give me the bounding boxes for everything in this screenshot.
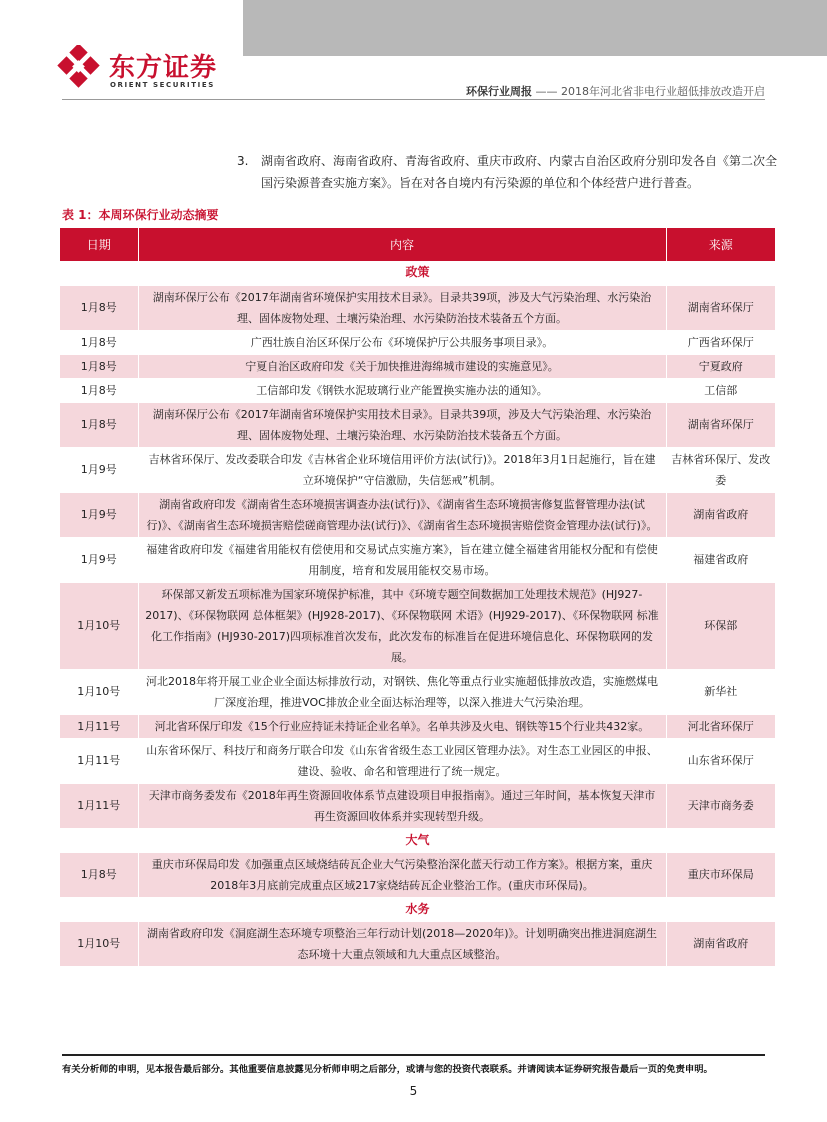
cell-date: 1月9号 — [60, 492, 138, 537]
page-number: 5 — [409, 1084, 418, 1098]
table-row — [60, 354, 775, 378]
table-row — [60, 783, 775, 828]
header-gray-block — [243, 0, 827, 56]
table-row — [60, 330, 775, 354]
cell-date: 1月8号 — [60, 402, 138, 447]
intro-number: 3. — [237, 154, 249, 168]
cell-date: 1月9号 — [60, 447, 138, 492]
cell-content: 河北省环保厅印发《15个行业应持证未持证企业名单》。名单共涉及火电、钢铁等15个行业共432家。 — [138, 714, 666, 738]
cell-date: 1月11号 — [60, 714, 138, 738]
cell-date: 1月10号 — [60, 582, 138, 669]
cell-source: 河北省环保厅 — [666, 714, 775, 738]
table-row — [60, 714, 775, 738]
cell-date: 1月8号 — [60, 852, 138, 897]
logo-english-name: ORIENT SECURITIES — [110, 81, 215, 89]
logo-chinese-name: 东方证券 — [109, 53, 218, 83]
header-separator: —— — [535, 85, 558, 98]
section-header-row — [60, 261, 775, 285]
industry-news-table — [60, 228, 775, 967]
cell-content: 河北2018年将开展工业企业全面达标排放行动，对钢铁、焦化等重点行业实施超低排放改造，实施燃煤电厂深度治理，推进VOC排放企业全面达标治理等，以深入推进大气污染治理。 — [138, 669, 666, 714]
table-row — [60, 447, 775, 492]
cell-source: 湖南省政府 — [666, 492, 775, 537]
cell-source: 宁夏政府 — [666, 354, 775, 378]
cell-content: 山东省环保厅、科技厅和商务厅联合印发《山东省省级生态工业园区管理办法》。对生态工业园区的申报、建设、验收、命名和管理进行了统一规定。 — [138, 738, 666, 783]
cell-source: 吉林省环保厅、发改委 — [666, 447, 775, 492]
footer-divider — [62, 1054, 765, 1056]
cell-date: 1月11号 — [60, 783, 138, 828]
cell-content: 福建省政府印发《福建省用能权有偿使用和交易试点实施方案》，旨在建立健全福建省用能权分配和有偿使用制度，培育和发展用能权交易市场。 — [138, 537, 666, 582]
column-header-source: 来源 — [666, 228, 775, 261]
cell-source: 湖南省政府 — [666, 921, 775, 966]
table-row — [60, 537, 775, 582]
cell-date: 1月9号 — [60, 537, 138, 582]
section-header-row — [60, 897, 775, 921]
cell-source: 新华社 — [666, 669, 775, 714]
section-title: 大气 — [60, 828, 775, 852]
cell-content: 湖南环保厅公布《2017年湖南省环境保护实用技术目录》。目录共39项，涉及大气污染治理、水污染治理、固体废物处理、土壤污染治理、水污染防治技术装备五个方面。 — [138, 285, 666, 330]
table-row — [60, 738, 775, 783]
intro-text: 湖南省政府、海南省政府、青海省政府、重庆市政府、内蒙古自治区政府分别印发各自《第二次全国污染源普查实施方案》。旨在对各自境内有污染源的单位和个体经营户进行普查。 — [261, 154, 778, 190]
cell-content: 吉林省环保厅、发改委联合印发《吉林省企业环境信用评价方法(试行)》。2018年3月1日起施行，旨在建立环境保护“守信激励，失信惩戒”机制。 — [138, 447, 666, 492]
orient-logo-icon — [57, 45, 103, 91]
cell-source: 环保部 — [666, 582, 775, 669]
cell-content: 湖南省政府印发《洞庭湖生态环境专项整治三年行动计划(2018—2020年)》。计划明确突出推进洞庭湖生态环境十大重点领域和九大重点区域整治。 — [138, 921, 666, 966]
cell-source: 重庆市环保局 — [666, 852, 775, 897]
table-header-row — [60, 228, 775, 261]
cell-source: 工信部 — [666, 378, 775, 402]
cell-source: 广西省环保厅 — [666, 330, 775, 354]
company-logo — [57, 45, 227, 95]
header-divider — [62, 99, 765, 100]
table-title: 表 1：本周环保行业动态摘要 — [62, 208, 219, 222]
cell-date: 1月10号 — [60, 669, 138, 714]
table-row — [60, 402, 775, 447]
cell-content: 湖南环保厅公布《2017年湖南省环境保护实用技术目录》。目录共39项，涉及大气污染治理、水污染治理、固体废物处理、土壤污染治理、水污染防治技术装备五个方面。 — [138, 402, 666, 447]
cell-content: 宁夏自治区政府印发《关于加快推进海绵城市建设的实施意见》。 — [138, 354, 666, 378]
cell-source: 山东省环保厅 — [666, 738, 775, 783]
report-subtitle: 2018年河北省非电行业超低排放改造开启 — [561, 85, 765, 98]
section-title: 水务 — [60, 897, 775, 921]
report-name: 环保行业周报 — [466, 85, 532, 98]
table-row — [60, 378, 775, 402]
cell-date: 1月8号 — [60, 378, 138, 402]
footer-disclaimer: 有关分析师的申明，见本报告最后部分。其他重要信息披露见分析师申明之后部分，或请与您的投资代表联系。并请阅读本证券研究报告最后一页的免责申明。 — [62, 1064, 713, 1075]
cell-date: 1月8号 — [60, 285, 138, 330]
table-row — [60, 669, 775, 714]
cell-content: 天津市商务委发布《2018年再生资源回收体系节点建设项目申报指南》。通过三年时间，基本恢复天津市再生资源回收体系并实现转型升级。 — [138, 783, 666, 828]
column-header-content: 内容 — [138, 228, 666, 261]
cell-content: 环保部又新发五项标准为国家环境保护标准，其中《环境专题空间数据加工处理技术规范》(HJ927-2017)、《环保物联网 总体框架》(HJ928-2017)、《环保物联网 术语》(HJ929-2017)、《环保物联网 标准化工作指南》(HJ930-2017)四项标准首次发布，此次发布的标准旨在促进环境信息化、环保物联网的发展。 — [138, 582, 666, 669]
report-header-title — [466, 83, 765, 99]
table-row — [60, 582, 775, 669]
cell-content: 湖南省政府印发《湖南省生态环境损害调查办法(试行)》、《湖南省生态环境损害修复监督管理办法(试行)》、《湖南省生态环境损害赔偿磋商管理办法(试行)》、《湖南省生态环境损害赔偿资金管理办法(试行)》。 — [138, 492, 666, 537]
column-header-date: 日期 — [60, 228, 138, 261]
table-row — [60, 852, 775, 897]
cell-source: 湖南省环保厅 — [666, 402, 775, 447]
table-row — [60, 921, 775, 966]
cell-date: 1月8号 — [60, 354, 138, 378]
cell-source: 福建省政府 — [666, 537, 775, 582]
cell-source: 湖南省环保厅 — [666, 285, 775, 330]
table-body — [60, 261, 775, 966]
cell-content: 工信部印发《钢铁水泥玻璃行业产能置换实施办法的通知》。 — [138, 378, 666, 402]
section-header-row — [60, 828, 775, 852]
table-row — [60, 285, 775, 330]
section-title: 政策 — [60, 261, 775, 285]
cell-content: 重庆市环保局印发《加强重点区域烧结砖瓦企业大气污染整治深化蓝天行动工作方案》。根据方案，重庆2018年3月底前完成重点区域217家烧结砖瓦企业整治工作。(重庆市环保局)。 — [138, 852, 666, 897]
cell-source: 天津市商务委 — [666, 783, 775, 828]
cell-content: 广西壮族自治区环保厅公布《环境保护厅公共服务事项目录》。 — [138, 330, 666, 354]
intro-paragraph — [237, 150, 777, 194]
cell-date: 1月10号 — [60, 921, 138, 966]
cell-date: 1月8号 — [60, 330, 138, 354]
table-row — [60, 492, 775, 537]
cell-date: 1月11号 — [60, 738, 138, 783]
